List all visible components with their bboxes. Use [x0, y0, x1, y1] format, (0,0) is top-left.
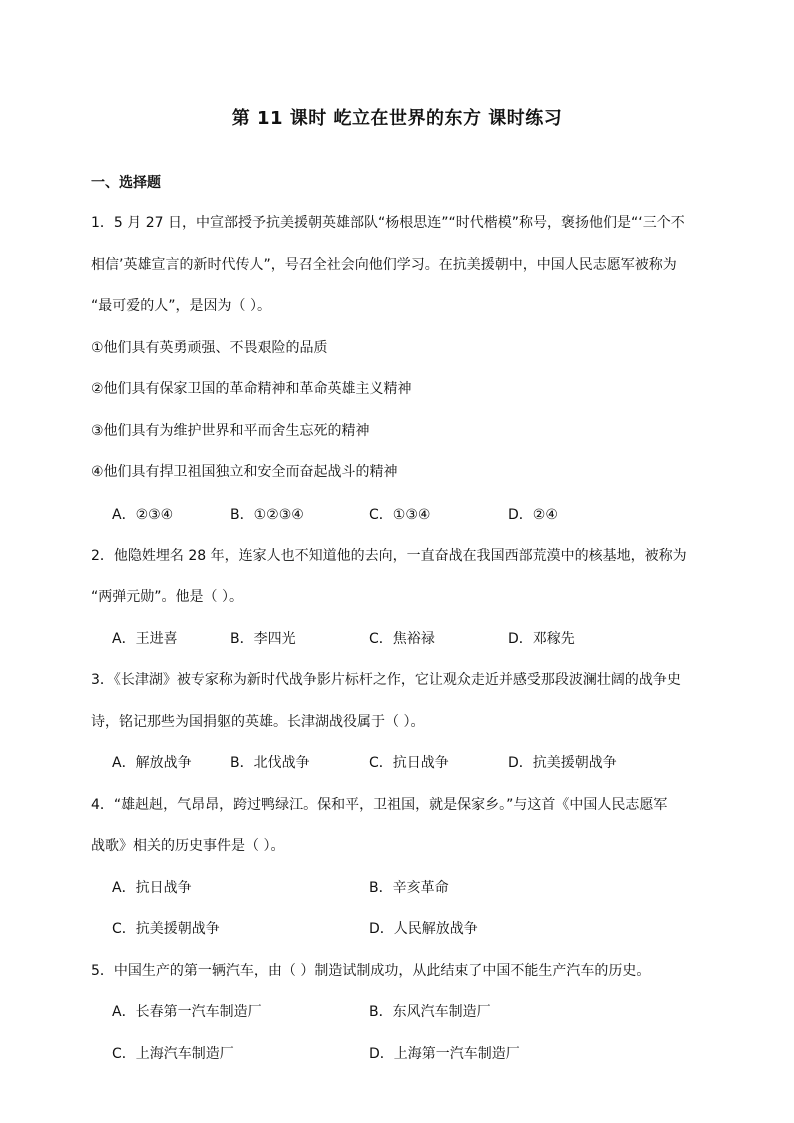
q3-stem-line-2: 诗，铭记那些为国捐躯的英雄。长津湖战役属于（ ）。 — [91, 714, 425, 730]
q3-option-a[interactable]: A．解放战争 — [112, 755, 192, 771]
section-heading: 一、选择题 — [91, 175, 161, 191]
q1-option-c[interactable]: C．①③④ — [369, 507, 431, 523]
q2-option-b[interactable]: B．李四光 — [230, 631, 296, 647]
q5-option-d[interactable]: D．上海第一汽车制造厂 — [369, 1046, 520, 1062]
q1-stem-line-1: 1．5 月 27 日，中宣部授予抗美援朝英雄部队“杨根思连”“时代楷模”称号，褒扬他们是“‘三个不 — [91, 215, 685, 231]
q1-option-d[interactable]: D．②④ — [508, 507, 558, 523]
q3-option-c[interactable]: C．抗日战争 — [369, 755, 449, 771]
q2-option-c[interactable]: C．焦裕禄 — [369, 631, 435, 647]
q4-option-a[interactable]: A．抗日战争 — [112, 880, 192, 896]
q5-stem-line-1: 5．中国生产的第一辆汽车，由（ ）制造试制成功，从此结束了中国不能生产汽车的历史。 — [91, 963, 651, 979]
q2-option-d[interactable]: D．邓稼先 — [508, 631, 575, 647]
q3-stem-line-1: 3．《长津湖》被专家称为新时代战争影片标杆之作，它让观众走近并感受那段波澜壮阔的战争史 — [91, 672, 681, 688]
q4-option-d[interactable]: D．人民解放战争 — [369, 921, 478, 937]
q5-option-c[interactable]: C．上海汽车制造厂 — [112, 1046, 234, 1062]
q4-option-c[interactable]: C．抗美援朝战争 — [112, 921, 220, 937]
q5-option-a[interactable]: A．长春第一汽车制造厂 — [112, 1004, 262, 1020]
q1-statement-2: ②他们具有保家卫国的革命精神和革命英雄主义精神 — [91, 381, 412, 397]
q1-statement-3: ③他们具有为维护世界和平而舍生忘死的精神 — [91, 423, 370, 439]
q2-stem-line-2: “两弹元勋”。他是（ ）。 — [91, 589, 243, 605]
q5-option-b[interactable]: B．东风汽车制造厂 — [369, 1004, 491, 1020]
page-title: 第 11 课时 屹立在世界的东方 课时练习 — [231, 108, 563, 129]
q2-option-a[interactable]: A．王进喜 — [112, 631, 178, 647]
q4-option-b[interactable]: B．辛亥革命 — [369, 880, 449, 896]
q1-stem-line-3: “最可爱的人”，是因为（ ）。 — [91, 298, 271, 314]
q1-statement-4: ④他们具有捍卫祖国独立和安全而奋起战斗的精神 — [91, 464, 398, 480]
q2-stem-line-1: 2．他隐姓埋名 28 年，连家人也不知道他的去向，一直奋战在我国西部荒漠中的核基地，被称为 — [91, 548, 687, 564]
q1-stem-line-2: 相信’英雄宣言的新时代传人”，号召全社会向他们学习。在抗美援朝中，中国人民志愿军被称为 — [91, 257, 677, 273]
q1-option-b[interactable]: B．①②③④ — [230, 507, 304, 523]
q1-option-a[interactable]: A．②③④ — [112, 507, 174, 523]
q3-option-b[interactable]: B．北伐战争 — [230, 755, 310, 771]
q1-statement-1: ①他们具有英勇顽强、不畏艰险的品质 — [91, 340, 328, 356]
q4-stem-line-1: 4．“雄赳赳，气昂昂，跨过鸭绿江。保和平，卫祖国，就是保家乡。”与这首《中国人民志愿军 — [91, 797, 668, 813]
q3-option-d[interactable]: D．抗美援朝战争 — [508, 755, 617, 771]
q4-stem-line-2: 战歌》相关的历史事件是（ ）。 — [91, 838, 285, 854]
